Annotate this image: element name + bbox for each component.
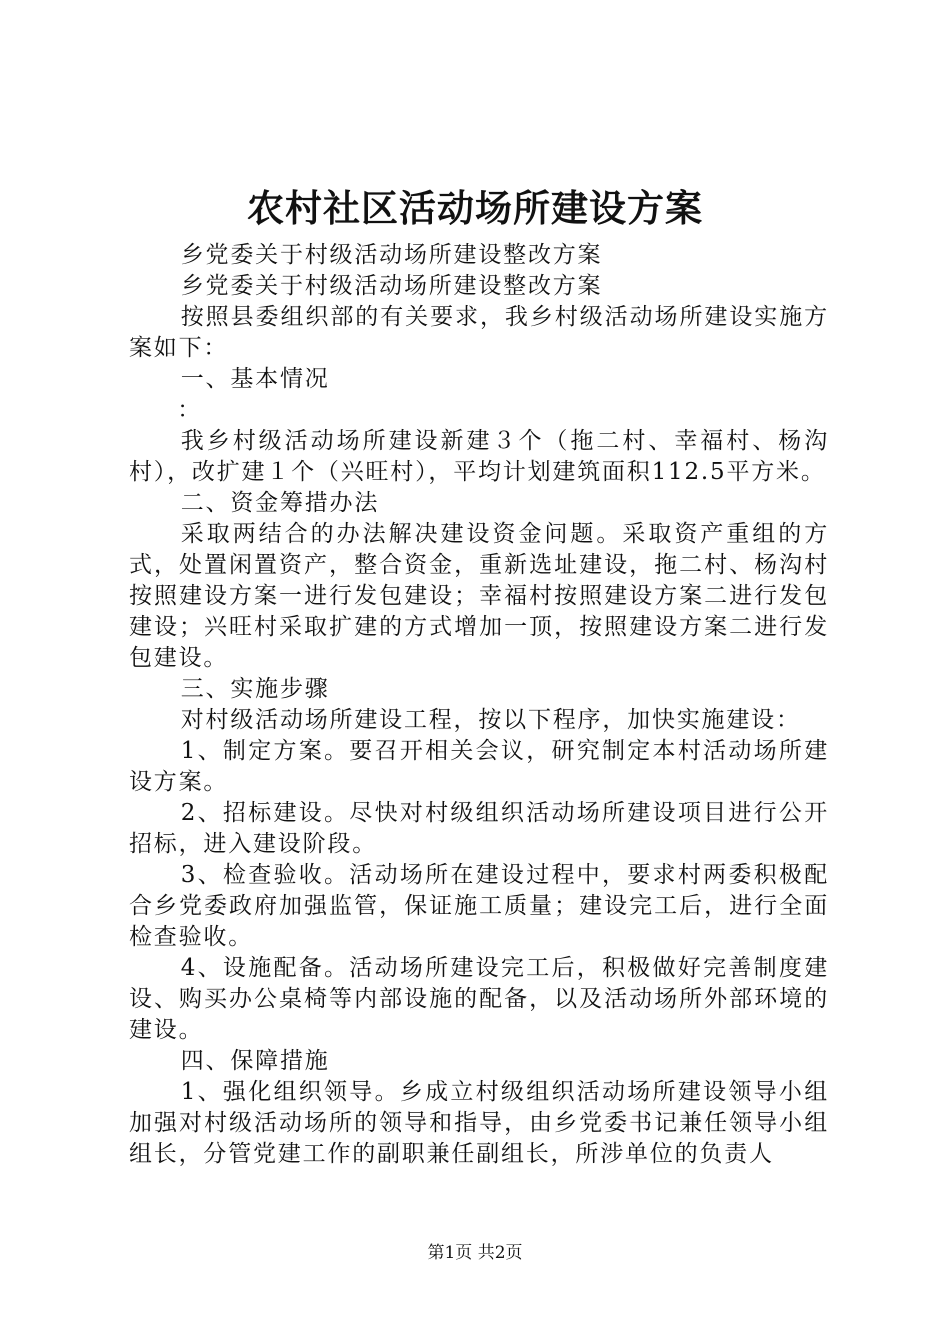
page-footer: 第1页 共2页	[427, 1243, 523, 1263]
paragraph: 乡党委关于村级活动场所建设整改方案	[180, 242, 603, 268]
list-item: 2、招标建设。尽快对村级组织活动场所建设项目进行公开招标，进入建设阶段。	[129, 800, 829, 857]
paragraph: ：	[177, 397, 203, 423]
paragraph: 我乡村级活动场所建设新建３个（拖二村、幸福村、杨沟村），改扩建１个（兴旺村），平均计划建筑面积112.5平方米。	[129, 428, 829, 485]
list-item: 1、制定方案。要召开相关会议，研究制定本村活动场所建设方案。	[129, 738, 829, 795]
list-item: 1、强化组织领导。乡成立村级组织活动场所建设领导小组加强对村级活动场所的领导和指导，由乡党委书记兼任领导小组组长，分管党建工作的副职兼任副组长，所涉单位的负责人	[129, 1079, 829, 1167]
paragraph: 按照县委组织部的有关要求，我乡村级活动场所建设实施方案如下：	[129, 304, 829, 361]
section-heading: 一、基本情况	[180, 366, 330, 392]
document-body	[129, 240, 829, 1170]
section-heading: 三、实施步骤	[180, 676, 330, 702]
section-heading: 二、资金筹措办法	[180, 490, 380, 516]
list-item: 4、设施配备。活动场所建设完工后，积极做好完善制度建设、购买办公桌椅等内部设施的配备，以及活动场所外部环境的建设。	[129, 955, 829, 1043]
document-title: 农村社区活动场所建设方案	[247, 186, 703, 230]
paragraph: 乡党委关于村级活动场所建设整改方案	[180, 273, 603, 299]
section-heading: 四、保障措施	[180, 1048, 330, 1074]
list-item: 3、检查验收。活动场所在建设过程中，要求村两委积极配合乡党委政府加强监管，保证施工质量；建设完工后，进行全面检查验收。	[129, 862, 829, 950]
paragraph: 采取两结合的办法解决建设资金问题。采取资产重组的方式，处置闲置资产，整合资金，重新选址建设，拖二村、杨沟村按照建设方案一进行发包建设；幸福村按照建设方案二进行发包建设；兴旺村采取扩建的方式增加一顶，按照建设方案二进行发包建设。	[129, 521, 829, 671]
paragraph: 对村级活动场所建设工程，按以下程序，加快实施建设：	[180, 707, 801, 733]
